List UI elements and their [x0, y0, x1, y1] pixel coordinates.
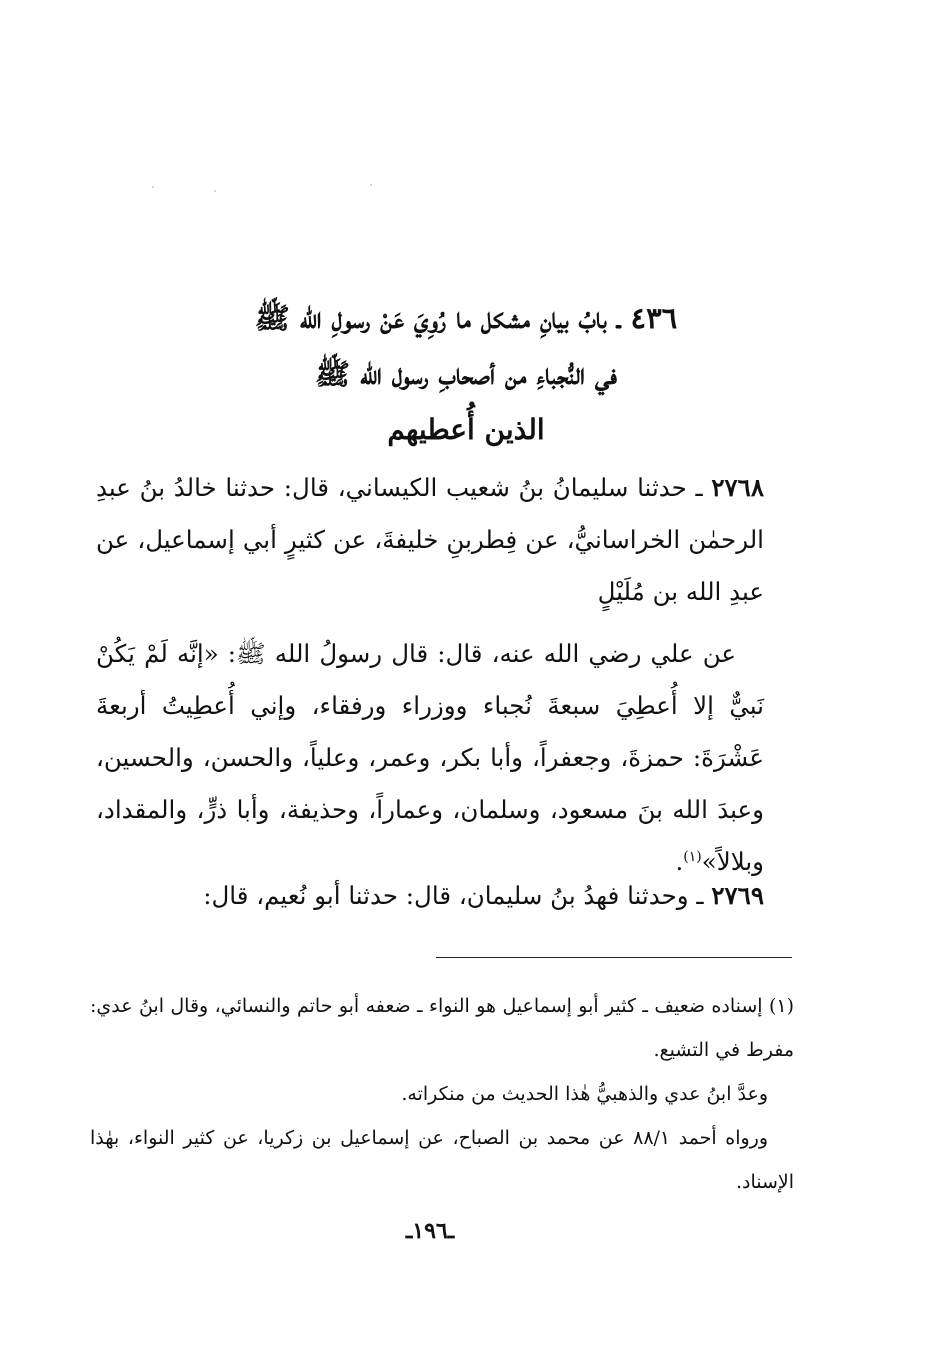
hadith-chain-text: ـ حدثنا سليمانُ بنُ شعيب الكيساني، قال: حدثنا خالدُ بنُ عبدِ الرحمٰن الخراسانيُّ، عن فِطربنِ خليفةَ، عن كثيرٍ أبي إسماعيل، عن عبدِ الله بن مُلَيْلٍ: [96, 473, 764, 606]
hadith-2768-chain: [96, 462, 764, 618]
hadith-body-end: .: [675, 847, 684, 876]
page-number: ـ١٩٦ـ: [405, 1218, 455, 1244]
hadith-body-text: عن علي رضي الله عنه، قال: قال رسولُ الله ﷺ: «إنَّه لَمْ يَكُنْ نَبيٌّ إلا أُعطِيَ سبعةَ نُجباء ووزراء ورفقاء، وإني أُعطِيتُ أربعةَ عَشْرَةَ: حمزةَ، وجعفراً، وأبا بكر، وعمر، وعلياً، والحسن، والحسين، وعبدَ الله بنَ مسعود، وسلمان، وعماراً، وحذيفة، وأبا ذرٍّ، والمقداد، وبلالاً»: [96, 639, 764, 876]
chapter-title-line-2: في النُّجباءِ من أصحابِ رسول الله ﷺ: [315, 357, 617, 391]
chapter-title-line-1: ٤٣٦ ـ بابُ بيانِ مشكل ما رُوِيَ عَنْ رسولِ الله ﷺ: [254, 301, 678, 335]
footnotes: [90, 984, 794, 1204]
hadith-2769-chain: [96, 870, 764, 922]
scan-speck: [370, 184, 372, 186]
footnote-reference[interactable]: (١): [683, 848, 702, 865]
hadith-number: ٢٧٦٨: [711, 473, 764, 502]
hadith-chain-text: ـ وحدثنا فهدُ بنُ سليمان، قال: حدثنا أبو نُعيم، قال:: [203, 881, 704, 910]
chapter-title-line-3: الذين أُعطيهم: [387, 413, 545, 446]
footnote-divider: [436, 957, 792, 958]
scan-speck: [152, 186, 154, 188]
chapter-heading: [90, 290, 842, 458]
footnote-1: (١) إسناده ضعيف ـ كثير أبو إسماعيل هو النواء ـ ضعفه أبو حاتم والنسائي، وقال ابنُ عدي: مفرط في التشيع.: [90, 995, 794, 1061]
footnote-1-continued: وعدَّ ابنُ عدي والذهبيُّ هٰذا الحديث من منكراته.: [401, 1083, 768, 1105]
footnote-1-source: ورواه أحمد ٨٨/١ عن محمد بن الصباح، عن إسماعيل بن زكريا، عن كثير النواء، بهٰذا الإسناد.: [90, 1127, 794, 1193]
scan-speck: [214, 190, 216, 192]
hadith-number: ٢٧٦٩: [711, 881, 764, 910]
hadith-2768-text: [96, 628, 764, 888]
